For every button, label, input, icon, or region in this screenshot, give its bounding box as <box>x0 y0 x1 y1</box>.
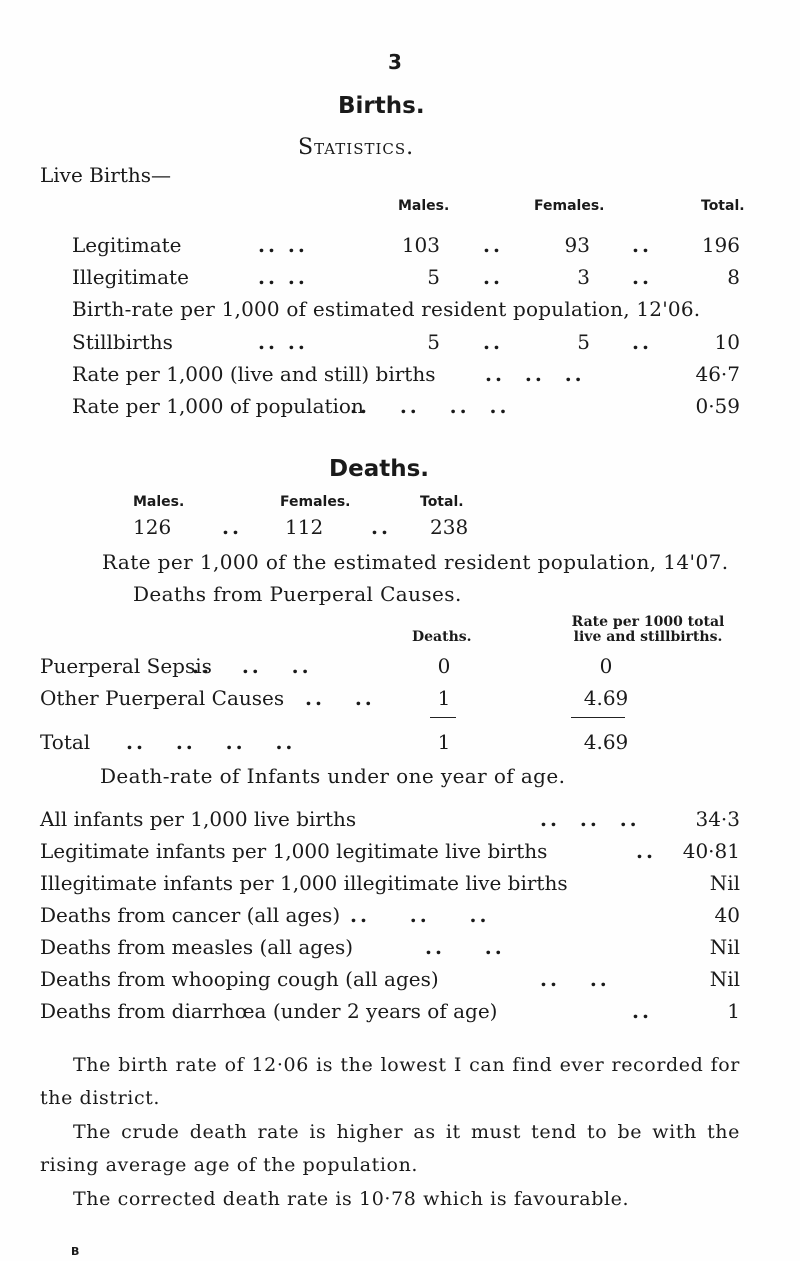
col-females: Females. <box>534 198 605 214</box>
infant-row-value: Nil <box>709 871 740 895</box>
leader-dots: .. <box>632 330 652 354</box>
col-total: Total. <box>701 198 745 214</box>
infant-row-label: Deaths from measles (all ages) <box>40 935 354 959</box>
infant-row-value: 40 <box>714 903 740 927</box>
illegitimate-total: 8 <box>727 265 740 289</box>
leader-dots: .. <box>483 330 503 354</box>
other-puerperal-deaths: 1 <box>437 686 451 710</box>
infant-row-label: Illegitimate infants per 1,000 illegitimate live births <box>40 871 568 895</box>
infant-row-value: Nil <box>709 935 740 959</box>
leader-dots: .. .. <box>258 265 308 289</box>
stillbirths-total: 10 <box>714 330 740 354</box>
illegitimate-females: 3 <box>577 265 590 289</box>
legitimate-males: 103 <box>401 233 440 257</box>
births-heading: Births. <box>338 93 425 119</box>
leader-dots: .. <box>632 999 652 1023</box>
signature-mark: B <box>71 1245 80 1258</box>
legitimate-females: 93 <box>564 233 590 257</box>
rate-col-header-line1: Rate per 1000 total <box>571 614 725 630</box>
leader-dots: .. <box>632 233 652 257</box>
puerperal-total-label: Total <box>40 730 91 754</box>
infant-heading: Death-rate of Infants under one year of age. <box>100 764 566 788</box>
infant-row-label: Deaths from whooping cough (all ages) <box>40 967 439 991</box>
illegitimate-label: Illegitimate <box>72 265 189 289</box>
legitimate-total: 196 <box>701 233 740 257</box>
leader-dots: .. .. <box>540 967 610 991</box>
infant-row-value: Nil <box>709 967 740 991</box>
other-puerperal-rate: 4.69 <box>583 686 629 710</box>
birth-rate-line: Birth-rate per 1,000 of estimated resident population, 12'06. <box>72 297 701 321</box>
leader-dots: .. .. .. .. <box>126 730 296 754</box>
leader-dots: .. .. <box>258 233 308 257</box>
deaths-heading: Deaths. <box>329 456 430 482</box>
leader-dots: .. .. .. <box>485 362 585 386</box>
leader-dots: .. <box>483 233 503 257</box>
col-males: Males. <box>398 198 450 214</box>
puerperal-heading: Deaths from Puerperal Causes. <box>133 582 462 606</box>
leader-dots: .. <box>632 265 652 289</box>
paragraph-corrected-death-rate: The corrected death rate is 10·78 which is favourable. <box>73 1188 630 1210</box>
stillbirths-label: Stillbirths <box>72 330 173 354</box>
puerperal-total-rate: 4.69 <box>583 730 629 754</box>
deaths-males: 126 <box>133 515 172 539</box>
infant-row-label: Deaths from diarrhœa (under 2 years of age) <box>40 999 498 1023</box>
deaths-col-males: Males. <box>133 494 185 510</box>
leader-dots: .. <box>222 515 242 539</box>
deaths-col-females: Females. <box>280 494 351 510</box>
rate-population-label: Rate per 1,000 of population <box>72 394 364 418</box>
deaths-col-total: Total. <box>420 494 464 510</box>
infant-row-value: 40·81 <box>682 839 740 863</box>
infant-row-label: All infants per 1,000 live births <box>40 807 357 831</box>
rate-col-header-line2: live and stillbirths. <box>573 629 723 645</box>
illegitimate-males: 5 <box>427 265 440 289</box>
total-rule <box>430 717 456 718</box>
leader-dots: .. .. .. .. <box>350 394 510 418</box>
puerperal-sepsis-deaths: 0 <box>437 654 451 678</box>
infant-row-value: 1 <box>727 999 740 1023</box>
infant-row-value: 34·3 <box>695 807 740 831</box>
death-rate-line: Rate per 1,000 of the estimated resident population, 14'07. <box>102 550 729 574</box>
paragraph-crude-death-rate: The crude death rate is higher as it must tend to be with the rising average age of the population. <box>40 1121 740 1176</box>
legitimate-label: Legitimate <box>72 233 182 257</box>
puerperal-sepsis-rate: 0 <box>599 654 613 678</box>
rate-live-still-value: 46·7 <box>695 362 740 386</box>
leader-dots: .. <box>483 265 503 289</box>
paragraph-birth-rate: The birth rate of 12·06 is the lowest I can find ever recorded for the district. <box>40 1054 740 1109</box>
total-rule <box>571 717 625 718</box>
leader-dots: .. .. .. <box>540 807 640 831</box>
puerperal-total-deaths: 1 <box>437 730 451 754</box>
leader-dots: .. .. .. <box>192 654 312 678</box>
statistics-heading: Statistics. <box>298 135 415 160</box>
other-puerperal-label: Other Puerperal Causes <box>40 686 285 710</box>
leader-dots: .. .. <box>425 935 505 959</box>
leader-dots: .. <box>371 515 391 539</box>
stillbirths-males: 5 <box>427 330 440 354</box>
deaths-total: 238 <box>430 515 469 539</box>
deaths-col-header: Deaths. <box>412 629 472 645</box>
leader-dots: .. .. .. <box>350 903 490 927</box>
stillbirths-females: 5 <box>577 330 590 354</box>
leader-dots: .. .. <box>305 686 375 710</box>
infant-row-label: Deaths from cancer (all ages) <box>40 903 341 927</box>
page-number: 3 <box>388 50 402 74</box>
rate-live-still-label: Rate per 1,000 (live and still) births <box>72 362 436 386</box>
leader-dots: .. <box>636 839 656 863</box>
rate-population-value: 0·59 <box>695 394 740 418</box>
live-births-label: Live Births— <box>40 163 172 187</box>
puerperal-sepsis-label: Puerperal Sepsis <box>40 654 212 678</box>
deaths-females: 112 <box>285 515 324 539</box>
leader-dots: .. .. <box>258 330 308 354</box>
infant-row-label: Legitimate infants per 1,000 legitimate live births <box>40 839 548 863</box>
